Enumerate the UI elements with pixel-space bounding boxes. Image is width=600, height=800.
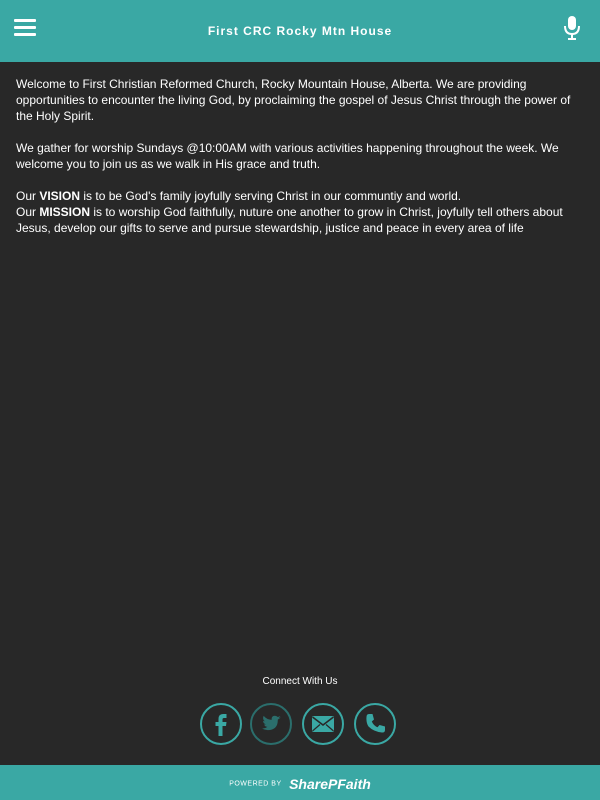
- vision-keyword: VISION: [39, 189, 81, 203]
- welcome-content: [16, 76, 586, 236]
- menu-button[interactable]: [14, 16, 38, 38]
- top-app-bar: [0, 0, 600, 62]
- vision-statement: [16, 188, 586, 204]
- email-button[interactable]: [302, 703, 344, 745]
- hamburger-menu-icon-line: [14, 33, 36, 36]
- hamburger-menu-icon: [14, 19, 36, 22]
- microphone-icon: [562, 15, 582, 41]
- facebook-button[interactable]: [200, 703, 242, 745]
- facebook-icon: [202, 705, 240, 743]
- phone-icon: [356, 705, 394, 743]
- app-title: First CRC Rocky Mtn House: [207, 24, 393, 38]
- footer-bar: [0, 765, 600, 800]
- powered-by-badge[interactable]: [0, 775, 600, 793]
- vision-text: is to be God's family joyfully serving Christ in our communtiy and world.: [80, 189, 462, 203]
- connect-label: Connect With Us: [262, 676, 338, 687]
- mission-text: is to worship God faithfully, nuture one another to grow in Christ, joyfully tell others about Jesus, develop our gifts to serve and pursue stewardship, justice and peace in every area of life: [16, 205, 563, 235]
- twitter-button[interactable]: [250, 703, 292, 745]
- vision-prefix: Our: [16, 189, 40, 203]
- hamburger-menu-icon-line: [14, 26, 36, 29]
- sharefaith-logo: SharePFaith: [289, 775, 371, 792]
- powered-by-label: POWERED BY: [229, 780, 282, 788]
- mission-statement: [16, 204, 586, 236]
- email-icon: [304, 705, 342, 743]
- twitter-icon: [252, 705, 290, 743]
- mission-keyword: MISSION: [39, 205, 91, 219]
- worship-paragraph: We gather for worship Sundays @10:00AM with various activities happening throughout the week. We welcome you to join us as we walk in His grace and truth.: [16, 141, 559, 171]
- microphone-button[interactable]: [562, 15, 582, 41]
- welcome-paragraph: Welcome to First Christian Reformed Church, Rocky Mountain House, Alberta. We are providing opportunities to encounter the living God, by proclaiming the gospel of Jesus Christ through the power of the Holy Spirit.: [16, 77, 571, 123]
- mission-prefix: Our: [16, 205, 40, 219]
- phone-button[interactable]: [354, 703, 396, 745]
